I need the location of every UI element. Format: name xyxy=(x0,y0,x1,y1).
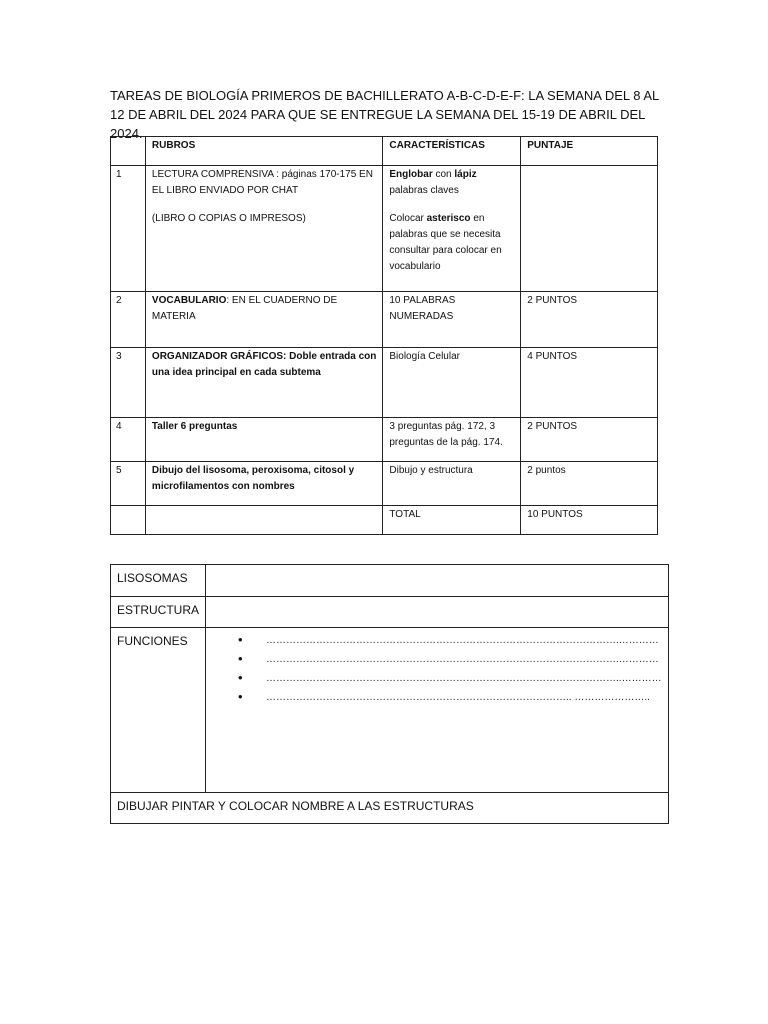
lisosomas-form xyxy=(110,564,669,824)
bullet-icon: • xyxy=(238,670,243,685)
form-row xyxy=(111,597,669,628)
form-row xyxy=(111,793,669,824)
row-num: 5 xyxy=(111,462,146,506)
row-caracteristicas: Dibujo y estructura xyxy=(383,462,521,506)
row-caracteristicas: 10 PALABRAS NUMERADAS xyxy=(383,292,521,348)
document-title: TAREAS DE BIOLOGÍA PRIMEROS DE BACHILLERATO A-B-C-D-E-F: LA SEMANA DEL 8 AL 12 DE ABRIL DEL 2024 PARA QUE SE ENTREGUE LA SEMANA DEL 15-19 DE ABRIL DEL 2024. xyxy=(110,88,659,141)
estructura-label: ESTRUCTURA xyxy=(111,597,206,628)
row-puntaje xyxy=(521,166,658,292)
car-text: Colocar xyxy=(389,213,427,224)
bullet-icon: • xyxy=(238,632,243,647)
list-item: • …………………………………………………………………………………………….………… xyxy=(238,651,659,666)
header-puntaje: PUNTAJE xyxy=(521,137,658,166)
row-puntaje: 2 PUNTOS xyxy=(521,418,658,462)
row-rubro xyxy=(145,166,382,292)
estructura-value[interactable] xyxy=(206,597,669,628)
table-row xyxy=(111,462,658,506)
row-num xyxy=(111,506,146,535)
rubro-text: : EN EL CUADERNO DE MATERIA xyxy=(151,295,338,322)
rubro-note: (LIBRO O COPIAS O IMPRESOS) xyxy=(151,213,306,224)
tasks-table xyxy=(110,136,658,535)
bullet-icon: • xyxy=(238,651,243,666)
table-row xyxy=(111,166,658,292)
row-num: 4 xyxy=(111,418,146,462)
row-num: 3 xyxy=(111,348,146,418)
row-rubro: ORGANIZADOR GRÁFICOS: Doble entrada con una idea principal en cada subtema xyxy=(145,348,382,418)
row-num: 2 xyxy=(111,292,146,348)
funciones-label: FUNCIONES xyxy=(111,628,206,793)
list-item: • ……………………………………………………………………………….. ………………….. xyxy=(238,689,650,704)
table-header-row xyxy=(111,137,658,166)
lisosomas-value[interactable] xyxy=(206,565,669,597)
table-row xyxy=(111,418,658,462)
row-puntaje: 2 puntos xyxy=(521,462,658,506)
row-caracteristicas: 3 preguntas pág. 172, 3 preguntas de la pág. 174. xyxy=(383,418,521,462)
rubro-text: LECTURA COMPRENSIVA : páginas 170-175 EN EL LIBRO ENVIADO POR CHAT xyxy=(151,169,373,196)
header-caracteristicas: CARACTERÍSTICAS xyxy=(383,137,521,166)
rubro-bold: VOCABULARIO xyxy=(151,295,227,306)
row-caracteristicas: Biología Celular xyxy=(383,348,521,418)
funciones-value[interactable] xyxy=(206,628,669,793)
header-rubros: RUBROS xyxy=(145,137,382,166)
header-num xyxy=(111,137,146,166)
funciones-list xyxy=(212,632,662,706)
car-text: con xyxy=(432,169,455,180)
car-text: en palabras que se necesita consultar para colocar en vocabulario xyxy=(389,213,502,272)
row-puntaje: 2 PUNTOS xyxy=(521,292,658,348)
row-caracteristicas xyxy=(383,166,521,292)
total-value: 10 PUNTOS xyxy=(521,506,658,535)
row-rubro xyxy=(145,506,382,535)
row-rubro xyxy=(145,292,382,348)
dibujar-instruction: DIBUJAR PINTAR Y COLOCAR NOMBRE A LAS ESTRUCTURAS xyxy=(111,793,669,824)
table-row xyxy=(111,292,658,348)
form-row xyxy=(111,628,669,793)
table-row xyxy=(111,348,658,418)
car-text: palabras claves xyxy=(389,185,459,196)
list-item: • ……………………………………………………………………………………………..………… xyxy=(238,670,662,685)
car-bold-asterisco: asterisco xyxy=(426,213,471,224)
car-bold-lapiz: lápiz xyxy=(454,169,477,180)
row-rubro: Taller 6 preguntas xyxy=(145,418,382,462)
table-total-row xyxy=(111,506,658,535)
total-label: TOTAL xyxy=(383,506,521,535)
row-rubro: Dibujo del lisosoma, peroxisoma, citosol y microfilamentos con nombres xyxy=(145,462,382,506)
bullet-icon: • xyxy=(238,689,243,704)
lisosomas-label: LISOSOMAS xyxy=(111,565,206,597)
list-item: • …………………………………………………………………………………………….………… xyxy=(238,632,659,647)
car-bold-englobar: Englobar xyxy=(389,169,433,180)
row-puntaje: 4 PUNTOS xyxy=(521,348,658,418)
row-num: 1 xyxy=(111,166,146,292)
form-row xyxy=(111,565,669,597)
